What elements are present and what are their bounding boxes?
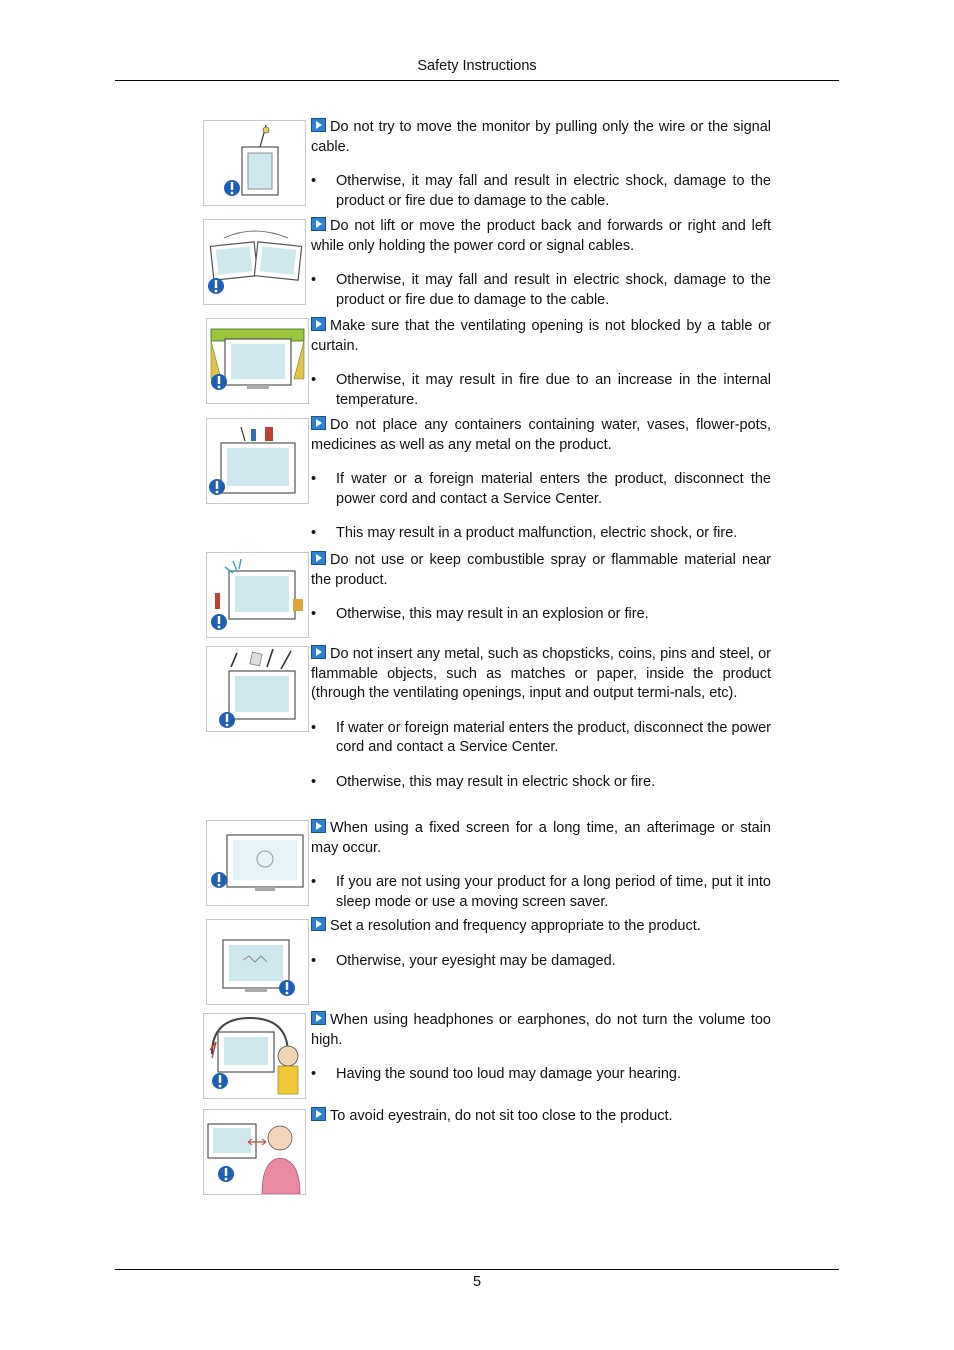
instruction-text: When using a fixed screen for a long time, an afterimage or stain may occur. [311,820,771,856]
resolution-icon [206,919,309,1005]
curtain-blocking-icon [206,318,309,404]
afterimage-icon [206,820,309,906]
header-rule [115,80,839,81]
bullet-item: • If you are not using your product for a long period of time, put it into sleep mode or use a moving screen saver. [311,874,771,910]
safety-item-6 [311,645,771,792]
bullet-item: • Having the sound too loud may damage your hearing. [311,1066,681,1082]
bullet-item: • Otherwise, it may fall and result in electric shock, damage to the product or fire due to damage to the cable. [311,272,771,308]
bullet-item: • Otherwise, it may fall and result in electric shock, damage to the product or fire due to damage to the cable. [311,173,771,209]
bullet-item: • If water or a foreign material enters the product, disconnect the power cord and contact a Service Center. [311,471,771,507]
instruction-text: Do not try to move the monitor by pulling only the wire or the signal cable. [311,119,771,155]
instruction-text: Make sure that the ventilating opening is not blocked by a table or curtain. [311,318,771,354]
flammable-spray-icon [206,552,309,638]
play-arrow-icon [311,217,326,231]
play-arrow-icon [311,819,326,833]
pulling-cable-icon [203,120,306,206]
containers-on-monitor-icon [206,418,309,504]
play-arrow-icon [311,551,326,565]
instruction-text: Do not use or keep combustible spray or flammable material near the product. [311,552,771,588]
page-number: 5 [472,1274,482,1290]
instruction-text: When using headphones or earphones, do not turn the volume too high. [311,1012,771,1048]
safety-item-10 [311,1107,771,1127]
bullet-item: • Otherwise, this may result in electric shock or fire. [311,773,656,790]
play-arrow-icon [311,1107,326,1121]
bullet-item: • Otherwise, this may result in an explosion or fire. [311,606,649,622]
safety-item-9 [311,1011,771,1085]
play-arrow-icon [311,118,326,132]
instruction-text: Set a resolution and frequency appropriate to the product. [311,917,771,937]
safety-item-3 [311,317,771,410]
swinging-monitor-icon [203,219,306,305]
instruction-text: To avoid eyestrain, do not sit too close to the product. [311,1107,771,1127]
play-arrow-icon [311,1011,326,1025]
viewing-distance-icon [203,1109,306,1195]
safety-item-4 [311,416,771,544]
instruction-text: Do not place any containers containing water, vases, flower-pots, medicines as well as any metal on the product. [311,417,771,453]
safety-item-8 [311,917,771,971]
bullet-item: • Otherwise, it may result in fire due to an increase in the internal temperature. [311,372,771,408]
play-arrow-icon [311,317,326,331]
instruction-text: Do not insert any metal, such as chopsticks, coins, pins and steel, or flammable objects, such as matches or paper, inside the product (through the ventilating openings, input and output termi-nals, etc). [311,646,771,701]
safety-item-5 [311,551,771,625]
safety-item-2 [311,217,771,310]
inserting-objects-icon [206,646,309,732]
safety-item-1 [311,118,771,211]
play-arrow-icon [311,416,326,430]
play-arrow-icon [311,645,326,659]
play-arrow-icon [311,917,326,931]
page-header-title: Safety Instructions [417,58,537,74]
headphones-icon [203,1013,306,1099]
bullet-item: • If water or foreign material enters the product, disconnect the power cord and contact a Service Center. [311,719,771,755]
bullet-item: • This may result in a product malfunction, electric shock, or fire. [311,525,738,541]
instruction-text: Do not lift or move the product back and forwards or right and left while only holding the power cord or signal cables. [311,218,771,254]
footer-rule [115,1269,839,1270]
bullet-item: • Otherwise, your eyesight may be damaged. [311,952,616,969]
safety-item-7 [311,819,771,912]
